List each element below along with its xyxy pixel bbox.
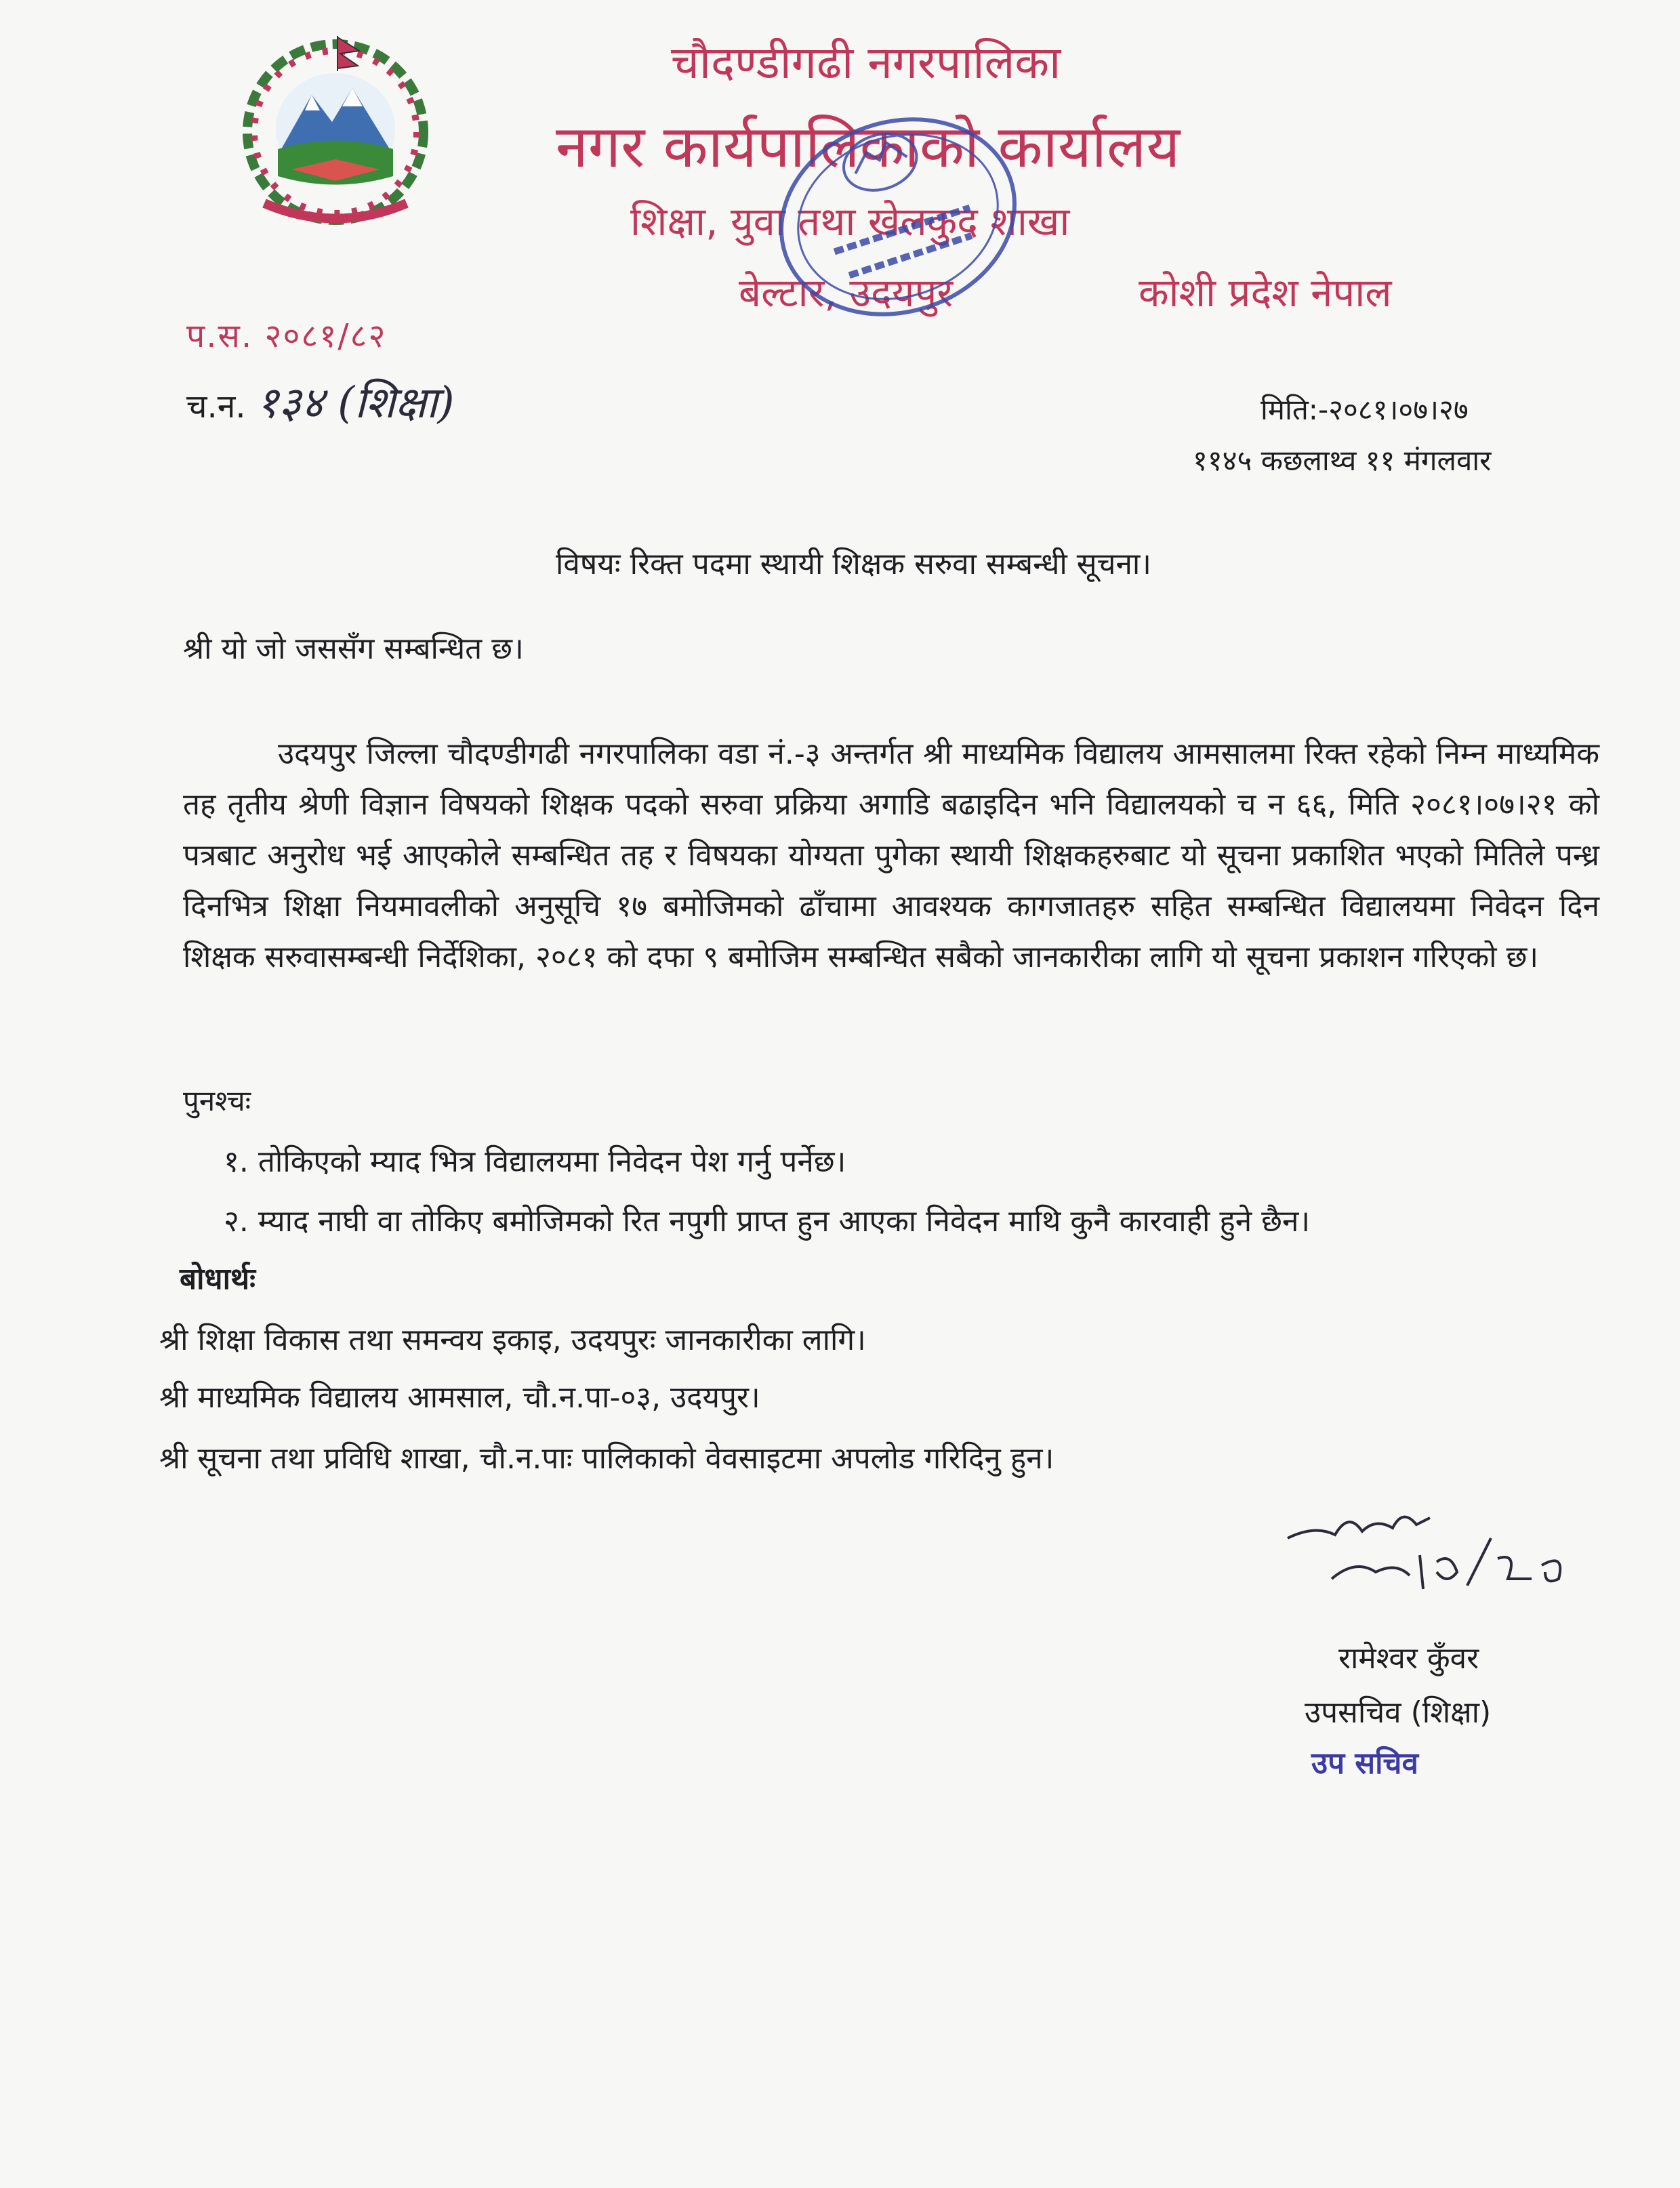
chalani-number-line — [186, 371, 455, 430]
office-seal-icon — [752, 95, 1044, 339]
bodharth-item: श्री शिक्षा विकास तथा समन्वय इकाइ, उदयपुरः जानकारीका लागि। — [159, 1323, 866, 1357]
handwritten-signature — [1274, 1498, 1599, 1606]
punashcha-label: पुनश्चः — [183, 1084, 251, 1117]
designation-stamp: उप सचिव — [1311, 1746, 1418, 1781]
province-name: कोशी प्रदेश नेपाल — [1139, 270, 1392, 316]
chalani-number: १३४ (शिक्षा) — [255, 378, 455, 428]
bodharth-label: बोधार्थः — [180, 1262, 255, 1296]
punashcha-item: २. म्याद नाघी वा तोकिए बमोजिमको रित नपुगी प्राप्त हुन आएका निवेदन माथि कुनै कारवाही हुने छैन। — [224, 1204, 1311, 1239]
letter-subject: विषयः रिक्त पदमा स्थायी शिक्षक सरुवा सम्बन्धी सूचना। — [556, 547, 1151, 581]
office-location: बेल्टार, उदयपुर — [739, 270, 954, 316]
punashcha-item: १. तोकिएको म्याद भित्र विद्यालयमा निवेदन पेश गर्नु पर्नेछ। — [224, 1144, 846, 1179]
bodharth-item: श्री माध्यमिक विद्यालय आमसाल, चौ.न.पा-०३, उदयपुर। — [159, 1380, 760, 1415]
date-line-2: ११४५ कछलाथ्व ११ मंगलवार — [1193, 444, 1492, 477]
patra-sankhya: प.स. २०८१/८२ — [186, 317, 387, 355]
letter-body: उदयपुर जिल्ला चौदण्डीगढी नगरपालिका वडा नं.-३ अन्तर्गत श्री माध्यमिक विद्यालय आमसालमा रिक्त रहेको निम्न माध्यमिक तह तृतीय श्रेणी विज्ञान विषयको शिक्षक पदको सरुवा प्रक्रिया अगाडि बढाइदिन भनि विद्यालयको च न ६६, मिति २०८१।०७।२१ को पत्रबाट अनुरोध भई आएकोले सम्बन्धित तह र विषयका योग्यता पुगेका स्थायी शिक्षकहरुबाट यो सूचना प्रकाशित भएको मितिले पन्ध्र दिनभित्र शिक्षा नियमावलीको अनुसूचि १७ बमोजिमको ढाँचामा आवश्यक कागजातहरु सहित सम्बन्धित विद्यालयमा निवेदन दिन शिक्षक सरुवासम्बन्धी निर्देशिका, २०८१ को दफा ९ बमोजिम सम्बन्धित सबैको जानकारीका लागि यो सूचना प्रकाशन गरिएको छ। — [183, 737, 1599, 974]
section-name: शिक्षा, युवा तथा खेलकुद शाखा — [630, 199, 1070, 245]
date-line-1: मिति:-२०८१।०७।२७ — [1261, 393, 1469, 426]
signatory-title: उपसचिव (शिक्षा) — [1305, 1695, 1492, 1730]
salutation: श्री यो जो जससँग सम्बन्धित छ। — [183, 632, 524, 666]
office-name: नगर कार्यपालिकाको कार्यालय — [556, 113, 1181, 181]
chalani-label: च.न. — [186, 388, 246, 426]
municipality-name: चौदण्डीगढी नगरपालिका — [671, 37, 1061, 89]
bodharth-item: श्री सूचना तथा प्रविधि शाखा, चौ.न.पाः पालिकाको वेवसाइटमा अपलोड गरिदिनु हुन। — [159, 1441, 1054, 1476]
signatory-name: रामेश्वर कुँवर — [1338, 1641, 1479, 1676]
nepal-emblem-icon — [224, 30, 447, 234]
